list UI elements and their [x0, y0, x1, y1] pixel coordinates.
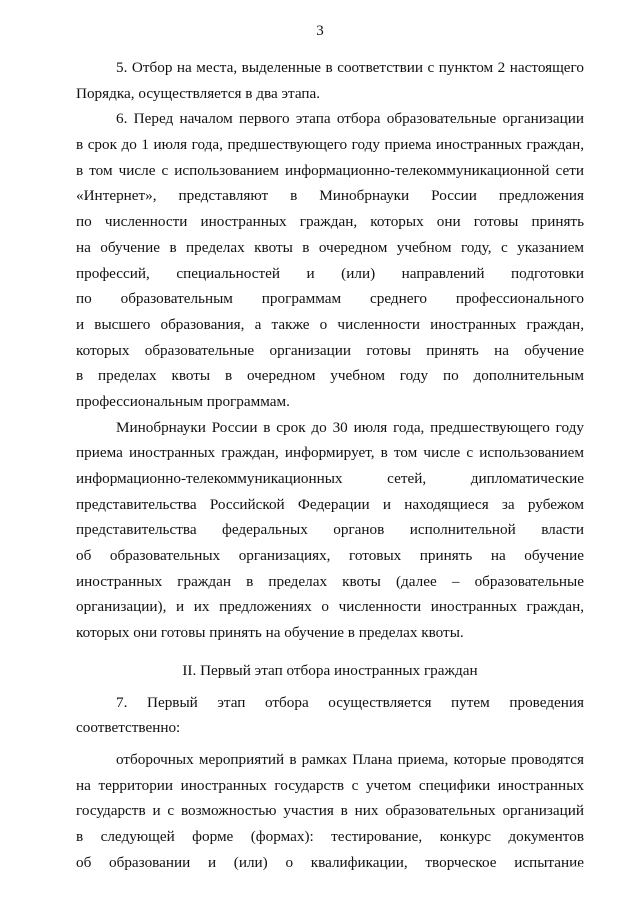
- document-body: [76, 55, 584, 875]
- page-number: 3: [316, 23, 324, 39]
- text-line: в пределах квоты в очередном учебном году по дополнительным: [76, 367, 584, 385]
- text-line: Порядка, осуществляется в два этапа.: [76, 84, 321, 102]
- text-line: отборочных мероприятий в рамках Плана приема, которые проводятся: [116, 750, 584, 768]
- text-line: организации), и их предложениях о численности иностранных граждан,: [76, 598, 584, 616]
- text-line: профессий, специальностей и (или) направлений подготовки: [76, 264, 584, 282]
- section-heading-text: II. Первый этап отбора иностранных граждан: [182, 661, 478, 679]
- text-line: в срок до 1 июля года, предшествующего году приема иностранных граждан,: [76, 136, 584, 154]
- scan-mark: [570, 866, 582, 867]
- text-line: «Интернет», представляют в Минобрнауки России предложения: [76, 187, 584, 205]
- text-line: в том числе с использованием информационно-телекоммуникационной сети: [76, 161, 584, 179]
- text-line: Минобрнауки России в срок до 30 июля года, предшествующего году: [116, 418, 584, 436]
- text-line: по численности иностранных граждан, которых они готовы принять: [76, 213, 584, 231]
- text-line: представительства федеральных органов исполнительной власти: [76, 521, 584, 539]
- paragraph-minobrnauki: [76, 415, 584, 646]
- section-heading: [76, 658, 584, 684]
- text-line: на обучение в пределах квоты в очередном учебном году, с указанием: [76, 238, 584, 256]
- text-line: которых они готовы принять на обучение в пределах квоты.: [76, 624, 464, 642]
- paragraph-6: [76, 106, 584, 414]
- text-line: об образовании и (или) о квалификации, творческое испытание: [76, 853, 584, 871]
- text-line: информационно-телекоммуникационных сетей, дипломатические: [76, 470, 584, 487]
- text-line: соответственно:: [76, 719, 181, 737]
- text-line: по образовательным программам среднего профессионального: [76, 290, 584, 308]
- text-line: в следующей форме (формах): тестирование, конкурс документов: [76, 827, 584, 845]
- text-line: государств и с возможностью участия в них образовательных организаций: [76, 802, 584, 820]
- text-line: 5. Отбор на места, выделенные в соответствии с пунктом 2 настоящего: [116, 59, 584, 76]
- text-line: представительства Российской Федерации и находящиеся за рубежом: [76, 495, 584, 513]
- text-line: иностранных граждан в пределах квоты (далее – образовательные: [76, 572, 584, 590]
- paragraph-otborochnykh: [76, 747, 584, 875]
- paragraph-5: [76, 55, 584, 106]
- text-line: которых образовательные организации готовы принять на обучение: [76, 341, 584, 359]
- text-line: об образовательных организациях, готовых принять на обучение: [76, 547, 584, 565]
- paragraph-7: [76, 690, 584, 741]
- text-line: профессиональным программам.: [76, 392, 290, 410]
- text-line: 7. Первый этап отбора осуществляется путем проведения: [116, 693, 584, 711]
- text-line: на территории иностранных государств с учетом специфики иностранных: [76, 776, 584, 794]
- text-line: и высшего образования, а также о численности иностранных граждан,: [76, 315, 584, 333]
- text-line: приема иностранных граждан, информирует, в том числе с использованием: [76, 444, 584, 462]
- text-line: 6. Перед началом первого этапа отбора образовательные организации: [116, 110, 584, 128]
